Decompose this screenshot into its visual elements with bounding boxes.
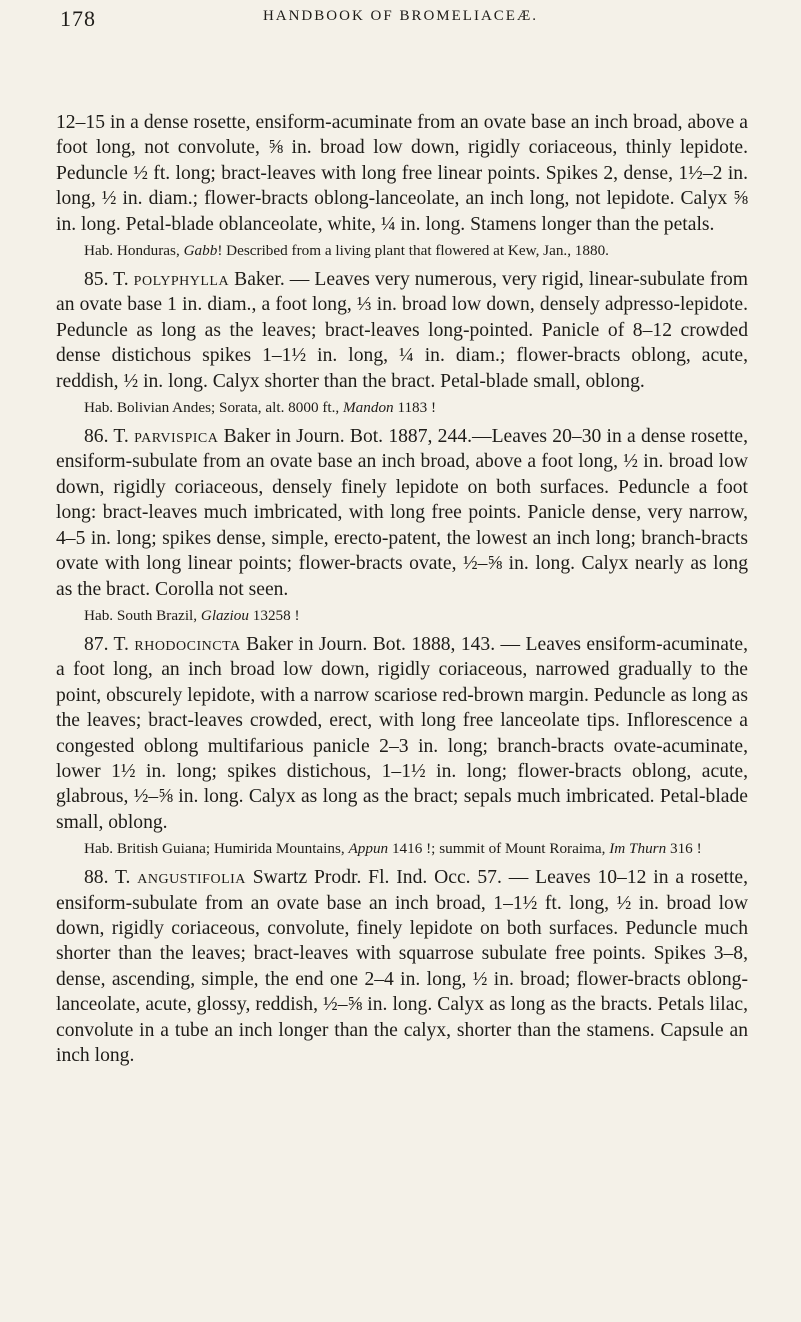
species-entry-88	[56, 865, 748, 1068]
entry-number: 88. T.	[84, 867, 131, 889]
entry-number: 87. T.	[84, 633, 129, 655]
page-number: 178	[60, 6, 96, 31]
habitat-note: Hab. British Guiana; Humirida Mountains, Appun 1416 !; summit of Mount Roraima, Im Thurn 316 !	[84, 840, 702, 858]
entry-description: Baker in Journ. Bot. 1888, 143. — Leaves ensiform-acuminate, a foot long, an inch broad low down, rigidly coriaceous, narrowed gradually to the point, obscurely lepidote, with a narrow scariose red-brown margin. Peduncle as long as the leaves; bract-leaves crowded, erect, with long free lanceolate tips. Inflorescence a congested oblong multifarious panicle 2–3 in. long; branch-bracts ovate-acuminate, lower 1½ in. long; spikes distichous, 1–1½ in. long; flower-bracts oblong, acute, glabrous, ½–⅝ in. long. Calyx as long as the bract; sepals much imbricated. Petal-blade small, oblong.	[56, 633, 748, 833]
collector: Appun	[348, 840, 389, 858]
entry-continuation	[56, 110, 748, 237]
habitat-note: Hab. Bolivian Andes; Sorata, alt. 8000 ft., Mandon 1183 !	[84, 399, 437, 417]
collector: Gabb	[183, 242, 218, 260]
entry-description: 12–15 in a dense rosette, ensiform-acuminate from an ovate base an inch broad, above a foot long, not convolute, ⅝ in. broad low down, rigidly coriaceous, thinly lepidote. Peduncle ½ ft. long; bract-leaves with long free linear points. Spikes 2, dense, 1½–2 in. long, ½ in. diam.; flower-bracts oblong-lanceolate, an inch long, not lepidote. Calyx ⅝ in. long. Petal-blade oblanceolate, white, ¼ in. long. Stamens longer than the petals.	[56, 112, 748, 235]
species-entry-87	[56, 632, 748, 835]
species-name: rhodocincta	[134, 633, 241, 655]
habitat-note: Hab. South Brazil, Glaziou 13258 !	[84, 606, 300, 624]
species-entry-85	[56, 267, 748, 394]
entry-description: Baker in Journ. Bot. 1887, 244.—Leaves 20–30 in a dense rosette, ensiform-subulate from an ovate base an inch broad, above a foot long, ½ in. broad low down, rigidly coriaceous, densely finely lepidote on both surfaces. Peduncle a foot long: bract-leaves much imbricated, with long free points. Panicle dense, very narrow, 4–5 in. long; spikes dense, simple, erecto-patent, the lowest an inch long; branch-bracts ovate with long linear points; flower-bracts ovate, ½–⅝ in. long. Calyx nearly as long as the bract. Corolla not seen.	[56, 426, 748, 600]
species-name: polyphylla	[133, 269, 230, 291]
collector: Im Thurn	[609, 840, 667, 858]
species-name: parvispica	[134, 426, 219, 448]
habitat-note: Hab. Honduras, Gabb! Described from a living plant that flowered at Kew, Jan., 1880.	[84, 242, 609, 260]
running-head-title: HANDBOOK OF BROMELIACEÆ.	[262, 8, 539, 24]
species-name: angustifolia	[137, 867, 246, 889]
species-entry-86	[56, 424, 748, 602]
entry-number: 86. T.	[84, 426, 129, 448]
entry-number: 85. T.	[84, 269, 129, 291]
running-head	[60, 6, 741, 36]
entry-description: Swartz Prodr. Fl. Ind. Occ. 57. — Leaves 10–12 in a rosette, ensiform-subulate from an ovate base an inch broad, 1–1½ ft. long, ½ in. broad low down, rigidly coriaceous, convolute, finely lepidote on both surfaces. Peduncle much shorter than the leaves; bract-leaves with squarrose subulate free points. Spikes 3–8, dense, ascending, simple, the end one 2–4 in. long, ½ in. broad; flower-bracts oblong-lanceolate, acute, glossy, reddish, ½–⅝ in. long. Calyx as long as the bracts. Petals lilac, convolute in a tube an inch longer than the calyx, shorter than the stamens. Capsule an inch long.	[56, 867, 748, 1066]
body-text	[56, 110, 748, 1068]
collector: Mandon	[343, 399, 394, 417]
entry-description: Baker. — Leaves very numerous, very rigid, linear-subulate from an ovate base 1 in. diam., a foot long, ⅓ in. broad low down, densely adpresso-lepidote. Peduncle as long as the leaves; bract-leaves long-pointed. Panicle of 8–12 crowded dense distichous spikes 1–1½ in. long, ¼ in. diam.; flower-bracts oblong, acute, reddish, ½ in. long. Calyx shorter than the bract. Petal-blade small, oblong.	[56, 269, 749, 392]
collector: Glaziou	[200, 606, 249, 624]
